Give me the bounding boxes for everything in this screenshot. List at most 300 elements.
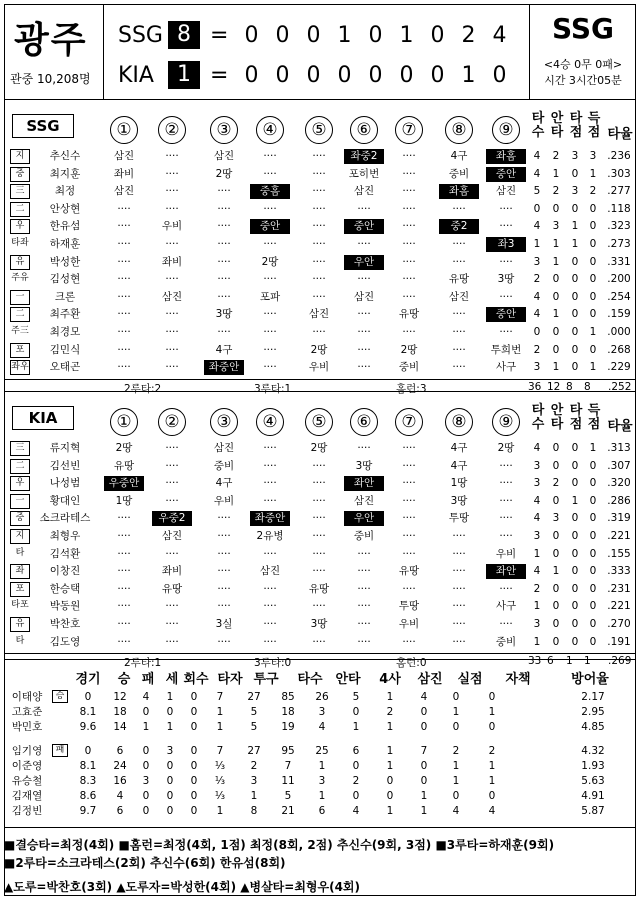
- at-bat-result: 삼진: [353, 290, 375, 303]
- position-badge: 三: [10, 184, 30, 199]
- pitcher-stat: 4: [452, 805, 460, 818]
- batter-name: 오태곤: [49, 361, 81, 374]
- at-bat-result: 사구: [495, 361, 517, 374]
- batter-stat: 1: [533, 238, 541, 250]
- at-bat-result: 좌비: [161, 255, 183, 268]
- at-bat-result: ····: [312, 273, 326, 286]
- at-bat-result: 중안: [486, 307, 526, 322]
- batting-average: .000: [607, 326, 631, 338]
- at-bat-result: 우중2: [152, 511, 192, 526]
- batting-average: .286: [607, 494, 631, 507]
- inning-score: 2: [461, 22, 476, 48]
- pitcher-stat: 21: [281, 805, 295, 818]
- pitcher-stat: 0: [166, 790, 174, 803]
- at-bat-result: ····: [357, 442, 371, 454]
- pitcher-stat: 0: [488, 691, 496, 703]
- batter-row: [4, 236, 636, 254]
- batter-stat: 2: [533, 343, 541, 356]
- batter-stat: 3: [552, 512, 560, 525]
- position-badge: 지: [10, 149, 30, 164]
- at-bat-result: 유땅: [398, 565, 420, 578]
- pitcher-stat: 1: [386, 744, 394, 757]
- inning-header: ①: [110, 408, 138, 436]
- inning-score: 0: [306, 22, 321, 48]
- batter-name: 박찬호: [49, 618, 81, 630]
- at-bat-result: 2땅: [310, 442, 328, 454]
- at-bat-result: ····: [402, 150, 416, 162]
- pitcher-stat: 4.32: [581, 744, 605, 757]
- at-bat-result: 3땅: [310, 618, 328, 630]
- at-bat-result: ····: [312, 494, 326, 507]
- pitching-header: 타자: [217, 672, 243, 687]
- batter-stat: 0: [552, 273, 560, 286]
- pitching-header: 안타: [335, 672, 361, 687]
- at-bat-result: ····: [499, 582, 513, 595]
- at-bat-result: 삼진: [161, 290, 183, 303]
- at-bat-result: ····: [217, 273, 231, 286]
- at-bat-result: 2유병: [256, 530, 284, 542]
- batter-stat: 2: [533, 273, 541, 286]
- at-bat-result: ····: [499, 255, 513, 268]
- at-bat-result: 삼진: [353, 494, 375, 507]
- batter-row: [4, 271, 636, 289]
- pitcher-stat: 25: [315, 744, 329, 757]
- position-badge: 포: [10, 343, 30, 358]
- at-bat-result: ····: [312, 635, 326, 648]
- batter-name: 이창진: [49, 565, 81, 578]
- at-bat-result: ····: [217, 202, 231, 215]
- stat-header: 안타: [550, 111, 564, 140]
- position-badge: 二: [10, 202, 30, 217]
- pitcher-stat: 3: [250, 775, 258, 787]
- at-bat-result: 유땅: [161, 582, 183, 595]
- at-bat-result: 2땅: [261, 255, 279, 268]
- at-bat-result: ····: [263, 442, 277, 454]
- at-bat-result: ····: [452, 255, 466, 268]
- at-bat-result: 삼진: [213, 150, 235, 162]
- pitcher-stat: ⅓: [214, 790, 226, 803]
- batting-average: .333: [607, 565, 631, 578]
- batter-name: 나성범: [49, 477, 81, 490]
- pitcher-stat: 1: [488, 706, 496, 719]
- batter-stat: 4: [533, 220, 541, 233]
- pitcher-stat: 1: [488, 759, 496, 772]
- pitcher-stat: 0: [420, 759, 428, 772]
- at-bat-result: ····: [402, 185, 416, 198]
- at-bat-result: ····: [117, 202, 131, 215]
- batter-stat: 0: [589, 238, 597, 250]
- batting-box-ssg: [4, 104, 636, 395]
- at-bat-result: ····: [117, 635, 131, 648]
- batter-name: 한유섬: [49, 220, 81, 233]
- at-bat-result: ····: [499, 477, 513, 490]
- at-bat-result: 좌비: [161, 565, 183, 578]
- batter-stat: 0: [552, 547, 560, 560]
- inning-score: 0: [244, 22, 259, 48]
- batter-stat: 0: [589, 459, 597, 472]
- total-runs: 8: [168, 21, 200, 49]
- at-bat-result: 유땅: [308, 582, 330, 595]
- at-bat-result: ····: [312, 202, 326, 215]
- pitcher-stat: 1: [452, 759, 460, 772]
- at-bat-result: ····: [165, 308, 179, 321]
- at-bat-result: 3땅: [450, 494, 468, 507]
- at-bat-result: ····: [217, 220, 231, 233]
- inning-header: ③: [210, 116, 238, 144]
- team-total: 8: [584, 380, 591, 393]
- at-bat-result: ····: [117, 361, 131, 374]
- at-bat-result: ····: [312, 600, 326, 613]
- batter-stat: 0: [571, 512, 579, 525]
- at-bat-result: 2땅: [400, 343, 418, 356]
- inning-header: ⑤: [305, 116, 333, 144]
- at-bat-result: 우중안: [104, 476, 144, 491]
- at-bat-result: 4구: [450, 150, 468, 162]
- pitcher-stat: 27: [247, 691, 261, 703]
- inning-header: ⑥: [350, 408, 378, 436]
- pitcher-stat: ⅓: [214, 775, 226, 787]
- at-bat-result: 중안: [486, 167, 526, 182]
- batter-stat: 0: [552, 343, 560, 356]
- pitcher-stat: 0: [452, 790, 460, 803]
- batter-row: [4, 148, 636, 166]
- at-bat-result: ····: [499, 530, 513, 542]
- batter-row: [4, 342, 636, 360]
- batter-row: [4, 546, 636, 564]
- pitcher-stat: 0: [386, 790, 394, 803]
- at-bat-result: 2땅: [497, 442, 515, 454]
- batter-stat: 1: [571, 220, 579, 233]
- at-bat-result: ····: [217, 255, 231, 268]
- at-bat-result: 포파: [259, 290, 281, 303]
- at-bat-result: ····: [263, 618, 277, 630]
- team-name: KIA: [118, 62, 154, 88]
- at-bat-result: 우비: [495, 547, 517, 560]
- batter-stat: 0: [571, 618, 579, 630]
- at-bat-result: ····: [217, 185, 231, 198]
- at-bat-result: ····: [117, 308, 131, 321]
- pitcher-stat: 0: [452, 721, 460, 734]
- at-bat-result: 우안: [344, 255, 384, 270]
- at-bat-result: 유땅: [448, 273, 470, 286]
- batter-stat: 2: [552, 185, 560, 198]
- batter-stat: 4: [533, 494, 541, 507]
- at-bat-result: 우비: [398, 618, 420, 630]
- pitcher-stat: 0: [420, 706, 428, 719]
- pitcher-stat: 4: [318, 721, 326, 734]
- at-bat-result: ····: [357, 308, 371, 321]
- at-bat-result: ····: [452, 308, 466, 321]
- pitcher-stat: ⅓: [214, 759, 226, 772]
- inning-score: 0: [306, 62, 321, 88]
- at-bat-result: ····: [312, 185, 326, 198]
- at-bat-result: 삼진: [113, 150, 135, 162]
- at-bat-result: 삼진: [161, 530, 183, 542]
- batter-stat: 0: [589, 565, 597, 578]
- pitcher-stat: 3: [318, 706, 326, 719]
- at-bat-result: 유땅: [398, 308, 420, 321]
- batter-stat: 0: [571, 530, 579, 542]
- at-bat-result: 좌중안: [250, 511, 290, 526]
- stat-header: 타율: [607, 419, 633, 434]
- batting-average: .200: [607, 273, 631, 286]
- batter-stat: 1: [589, 167, 597, 180]
- at-bat-result: ····: [312, 326, 326, 338]
- inning-header: ⑨: [492, 408, 520, 436]
- batter-name: 최정: [54, 185, 76, 198]
- at-bat-result: ····: [312, 512, 326, 525]
- batter-stat: 4: [533, 565, 541, 578]
- batter-stat: 0: [571, 361, 579, 374]
- batter-stat: 3: [571, 150, 579, 162]
- batter-name: 김선빈: [49, 459, 81, 472]
- batter-name: 황대인: [49, 494, 81, 507]
- pitcher-stat: 6: [318, 805, 326, 818]
- batter-name: 최주환: [49, 308, 81, 321]
- batting-average: .254: [607, 290, 631, 303]
- batter-stat: 1: [552, 255, 560, 268]
- pitcher-stat: 5.87: [581, 805, 605, 818]
- batter-stat: 0: [589, 255, 597, 268]
- at-bat-result: 3땅: [215, 308, 233, 321]
- at-bat-result: ····: [217, 290, 231, 303]
- pitching-header: 투구: [253, 672, 279, 687]
- position-badge: 一: [10, 290, 30, 305]
- batter-stat: 1: [589, 326, 597, 338]
- pitcher-stat: 5.63: [581, 775, 605, 787]
- at-bat-result: ····: [263, 477, 277, 490]
- batter-stat: 0: [589, 273, 597, 286]
- batter-stat: 2: [552, 150, 560, 162]
- at-bat-result: ····: [263, 547, 277, 560]
- stat-header: 타수: [531, 403, 545, 432]
- pitcher-stat: 1: [166, 721, 174, 734]
- batting-average: .221: [607, 600, 631, 613]
- at-bat-result: ····: [263, 459, 277, 472]
- pitching-table: [4, 664, 636, 828]
- at-bat-result: 4구: [215, 343, 233, 356]
- notes-line: ■결승타=최정(4회) ■홈런=최정(4회, 1점) 최정(8회, 2점) 추신수(9회, 3점) ■3루타=하재훈(9회): [4, 838, 555, 852]
- stat-header: 타점: [569, 403, 583, 432]
- batter-stat: 2: [589, 185, 597, 198]
- at-bat-result: ····: [452, 635, 466, 648]
- at-bat-result: 우안: [344, 511, 384, 526]
- pitcher-name: 김재열: [11, 790, 43, 803]
- stat-header: 안타: [550, 403, 564, 432]
- at-bat-result: ····: [452, 600, 466, 613]
- batter-name: 소크라테스: [39, 512, 91, 525]
- pitching-header: 실점: [457, 672, 483, 687]
- at-bat-result: ····: [312, 290, 326, 303]
- pitcher-stat: 5: [352, 691, 360, 703]
- doubles-summary: 2루타:1: [124, 657, 162, 670]
- at-bat-result: ····: [165, 635, 179, 648]
- batter-stat: 1: [589, 442, 597, 454]
- batter-stat: 3: [533, 255, 541, 268]
- batter-stat: 0: [552, 442, 560, 454]
- pitcher-stat: 0: [352, 759, 360, 772]
- batting-average: .191: [607, 635, 631, 648]
- at-bat-result: ····: [357, 238, 371, 250]
- at-bat-result: 중비: [398, 361, 420, 374]
- position-badge: 지: [10, 529, 30, 544]
- pitching-header: 4사: [379, 672, 401, 687]
- pitching-header: 자책: [505, 672, 531, 687]
- at-bat-result: ····: [263, 202, 277, 215]
- batter-stat: 4: [533, 150, 541, 162]
- at-bat-result: ····: [402, 255, 416, 268]
- batting-average: .303: [607, 167, 631, 180]
- winning-team: SSG: [551, 12, 615, 45]
- batter-stat: 0: [571, 326, 579, 338]
- at-bat-result: ····: [312, 150, 326, 162]
- at-bat-result: ····: [117, 547, 131, 560]
- at-bat-result: 중비: [495, 635, 517, 648]
- at-bat-result: 사구: [495, 600, 517, 613]
- batter-stat: 3: [533, 361, 541, 374]
- batter-stat: 4: [533, 442, 541, 454]
- at-bat-result: ····: [165, 477, 179, 490]
- pitcher-stat: 2: [452, 744, 460, 757]
- at-bat-result: 삼진: [495, 185, 517, 198]
- batter-stat: 2: [533, 582, 541, 595]
- at-bat-result: ····: [402, 512, 416, 525]
- attendance: 관중 10,208명: [10, 72, 91, 86]
- pitcher-name: 이준영: [11, 759, 43, 772]
- line-score: [104, 4, 530, 100]
- team-total: 33: [528, 655, 542, 668]
- at-bat-result: 좌3: [486, 237, 526, 252]
- position-badge: 중: [10, 511, 30, 526]
- homeruns-summary: 홈런:0: [396, 657, 427, 670]
- pitcher-row: [4, 744, 636, 758]
- batter-stat: 0: [571, 273, 579, 286]
- inning-score: 1: [399, 22, 414, 48]
- at-bat-result: 투땅: [448, 512, 470, 525]
- batter-stat: 5: [533, 185, 541, 198]
- inning-header: ②: [158, 116, 186, 144]
- inning-header: ②: [158, 408, 186, 436]
- pitcher-stat: 9.6: [79, 721, 97, 734]
- at-bat-result: 3실: [215, 618, 233, 630]
- batter-name: 박동원: [49, 600, 81, 613]
- at-bat-result: ····: [452, 618, 466, 630]
- position-badge: 유: [10, 617, 30, 632]
- at-bat-result: ····: [117, 618, 131, 630]
- game-time: 시간 3시간05분: [544, 74, 622, 87]
- batter-row: [4, 510, 636, 528]
- at-bat-result: ····: [452, 530, 466, 542]
- at-bat-result: ····: [402, 477, 416, 490]
- at-bat-result: ····: [165, 618, 179, 630]
- at-bat-result: ····: [499, 512, 513, 525]
- at-bat-result: 좌비: [113, 167, 135, 180]
- pitcher-stat: 1: [488, 775, 496, 787]
- pitcher-stat: 0: [142, 706, 150, 719]
- inning-score: 0: [337, 62, 352, 88]
- batter-stat: 3: [533, 530, 541, 542]
- at-bat-result: 4구: [215, 477, 233, 490]
- at-bat-result: 2땅: [115, 442, 133, 454]
- batter-stat: 0: [571, 255, 579, 268]
- batter-stat: 0: [552, 618, 560, 630]
- batter-stat: 4: [533, 512, 541, 525]
- at-bat-result: ····: [165, 442, 179, 454]
- pitcher-stat: 4.85: [581, 721, 605, 734]
- pitcher-stat: 26: [315, 691, 329, 703]
- pitcher-stat: 9.7: [79, 805, 97, 818]
- at-bat-result: ····: [165, 343, 179, 356]
- pitcher-stat: 95: [281, 744, 295, 757]
- at-bat-result: ····: [499, 459, 513, 472]
- pitcher-stat: 0: [166, 706, 174, 719]
- batter-stat: 0: [552, 326, 560, 338]
- batter-stat: 0: [589, 512, 597, 525]
- pitcher-stat: 1: [420, 790, 428, 803]
- pitcher-stat: 1.93: [581, 759, 605, 772]
- batter-stat: 4: [533, 167, 541, 180]
- pitcher-stat: 1: [318, 790, 326, 803]
- batter-name: 최지훈: [49, 167, 81, 180]
- batter-stat: 0: [552, 600, 560, 613]
- homeruns-summary: 홈런:3: [396, 382, 427, 395]
- triples-summary: 3루타:1: [254, 382, 292, 395]
- batter-name: 김도영: [49, 635, 81, 648]
- batter-row: [4, 440, 636, 458]
- batter-stat: 4: [533, 290, 541, 303]
- batter-name: 추신수: [49, 150, 81, 162]
- at-bat-result: 1땅: [450, 477, 468, 490]
- result-box: [530, 4, 636, 100]
- at-bat-result: ····: [263, 582, 277, 595]
- at-bat-result: ····: [217, 582, 231, 595]
- at-bat-result: ····: [402, 582, 416, 595]
- at-bat-result: ····: [499, 326, 513, 338]
- venue-name: 광주: [14, 20, 88, 61]
- at-bat-result: ····: [402, 167, 416, 180]
- pitcher-stat: 2: [386, 706, 394, 719]
- pitcher-stat: 0: [190, 691, 198, 703]
- inning-score: 0: [399, 62, 414, 88]
- batter-stat: 0: [589, 202, 597, 215]
- position-badge: 중: [10, 167, 30, 182]
- notes-line: ▲도루=박찬호(3회) ▲도루자=박성한(4회) ▲병살타=최형우(4회): [4, 880, 361, 894]
- at-bat-result: 좌홈: [486, 149, 526, 164]
- at-bat-result: ····: [452, 343, 466, 356]
- batting-average: .323: [607, 220, 631, 233]
- at-bat-result: ····: [402, 202, 416, 215]
- at-bat-result: ····: [117, 343, 131, 356]
- pitcher-stat: 5: [284, 790, 292, 803]
- batter-row: [4, 581, 636, 599]
- pitching-header: 회수: [183, 672, 209, 687]
- at-bat-result: ····: [357, 582, 371, 595]
- pitcher-stat: 4: [116, 790, 124, 803]
- pitcher-stat: 0: [420, 721, 428, 734]
- at-bat-result: ····: [165, 326, 179, 338]
- pitching-header: 타수: [297, 672, 323, 687]
- pitcher-stat: 2: [250, 759, 258, 772]
- at-bat-result: ····: [402, 290, 416, 303]
- batter-stat: 0: [552, 530, 560, 542]
- position-badge: 一: [10, 494, 30, 509]
- pitcher-stat: 1: [386, 759, 394, 772]
- batter-name: 최경모: [49, 326, 81, 338]
- at-bat-result: ····: [312, 565, 326, 578]
- batter-stat: 0: [552, 635, 560, 648]
- batter-stat: 1: [533, 635, 541, 648]
- pitcher-stat: 5: [250, 706, 258, 719]
